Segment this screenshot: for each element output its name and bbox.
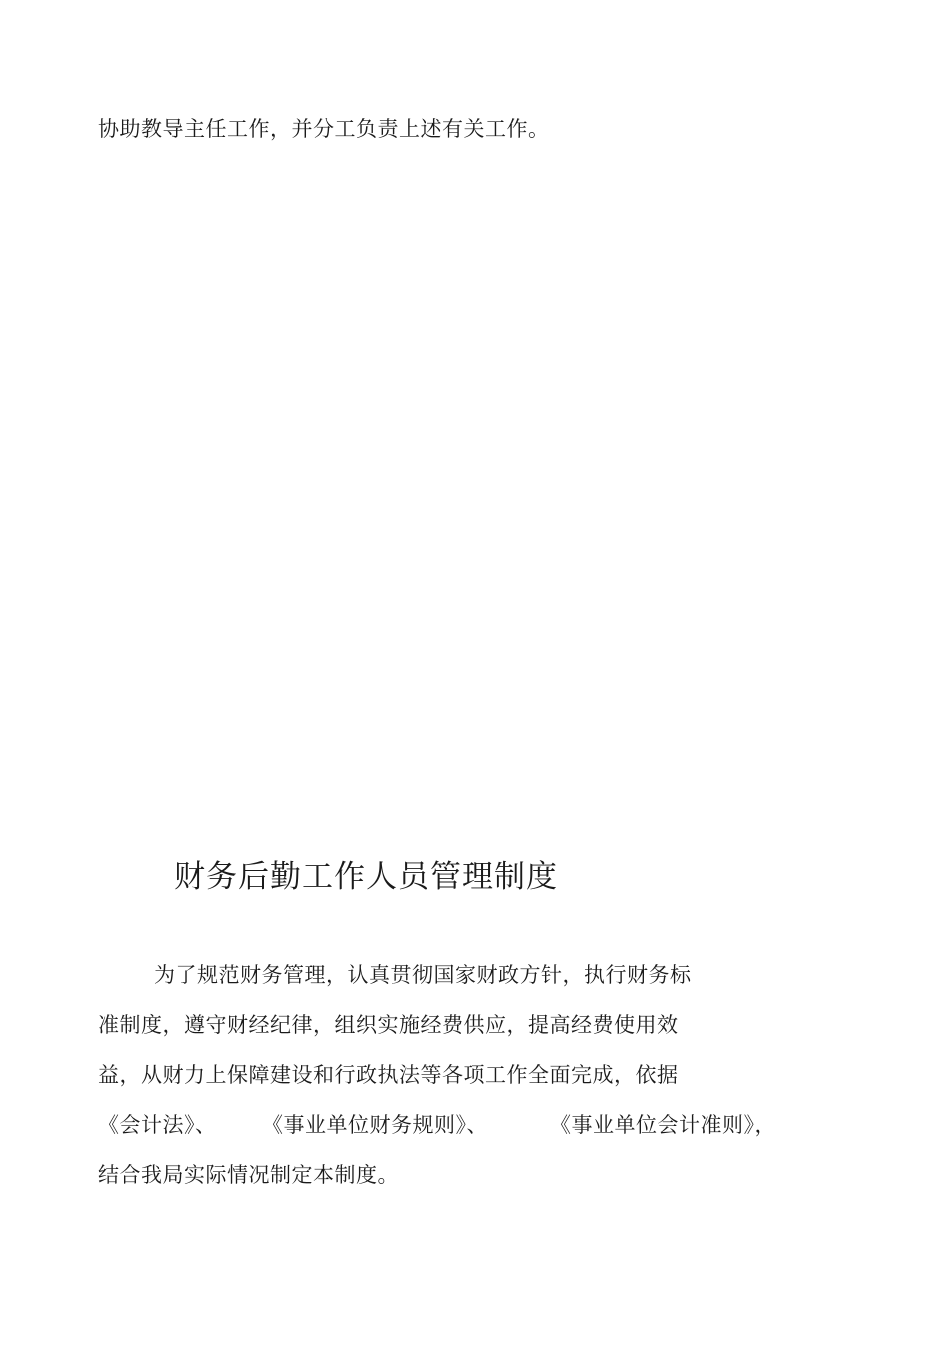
paragraph-line-2: 准制度，遵守财经纪律，组织实施经费供应，提高经费使用效 — [98, 1013, 679, 1037]
previous-section-closing-line: 协助教导主任工作，并分工负责上述有关工作。 — [98, 117, 550, 141]
reference-financial-rules: 《事业单位财务规则》、 — [262, 1113, 488, 1137]
section-title: 财务后勤工作人员管理制度 — [174, 859, 558, 895]
reference-accounting-standards: 《事业单位会计准则》， — [550, 1113, 776, 1137]
paragraph-line-3: 益，从财力上保障建设和行政执法等各项工作全面完成，依据 — [98, 1063, 679, 1087]
paragraph-line-1: 为了规范财务管理，认真贯彻国家财政方针，执行财务标 — [154, 963, 692, 987]
reference-accounting-law: 《会计法》、 — [98, 1113, 217, 1137]
paragraph-line-5: 结合我局实际情况制定本制度。 — [98, 1163, 399, 1187]
